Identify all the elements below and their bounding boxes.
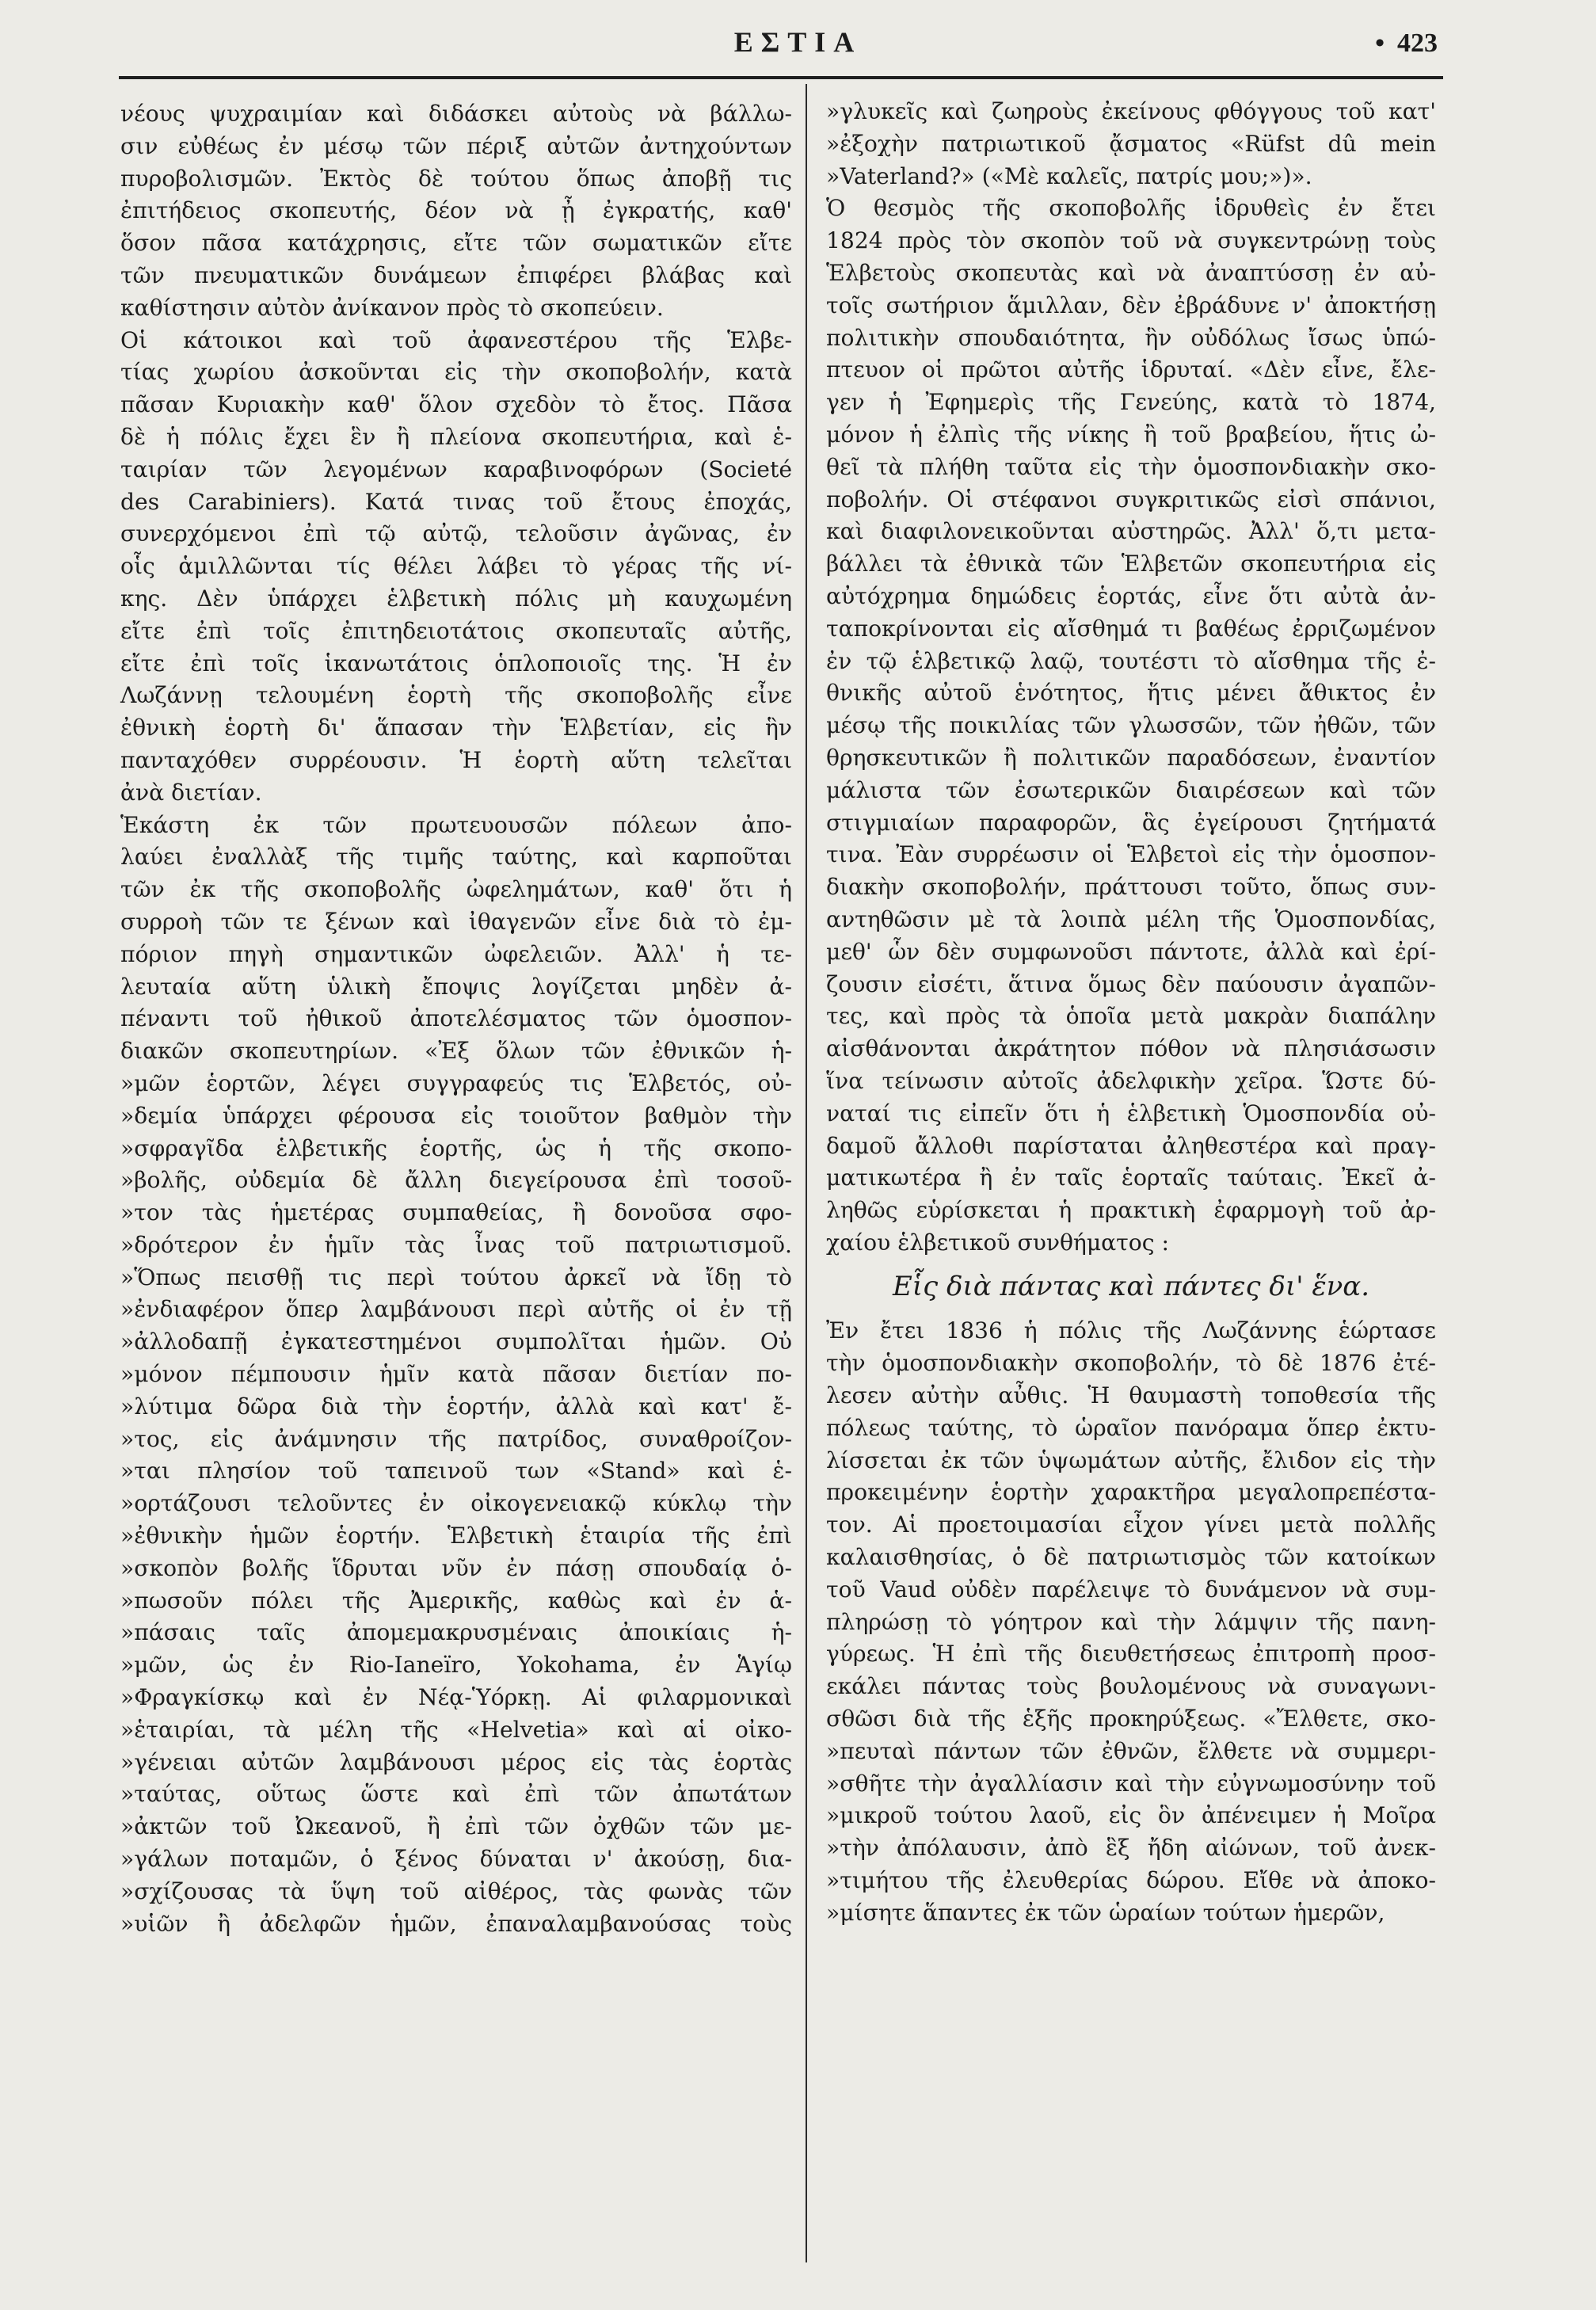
text-line: »λύτιμα δῶρα διὰ τὴν ἑορτήν, ἀλλὰ καὶ κατ' ἔ- — [120, 1393, 792, 1420]
text-line: θρησκευτικῶν ἢ πολιτικῶν παραδόσεων, ἐναντίον — [826, 744, 1436, 771]
text-line: τίας χωρίου ἀσκοῦνται εἰς τὴν σκοποβολήν, κατὰ — [120, 359, 792, 386]
text-line: Λωζάννῃ τελουμένη ἑορτὴ τῆς σκοποβολῆς εἶνε — [120, 682, 792, 709]
text-line: ζουσιν εἰσέτι, ἅτινα ὅμως δὲν παύουσιν ἀγαπῶν- — [826, 970, 1436, 997]
text-line: πτευον οἱ πρῶτοι αὐτῆς ἱδρυταί. «Δὲν εἶνε, ἔλε- — [826, 356, 1436, 383]
text-line: »ἀκτῶν τοῦ Ὠκεανοῦ, ἢ ἐπὶ τῶν ὀχθῶν τῶν με- — [120, 1813, 792, 1840]
text-line: συρροὴ τῶν τε ξένων καὶ ἰθαγενῶν εἶνε διὰ τὸ ἐμ- — [120, 908, 792, 935]
text-line: »Φραγκίσκῳ καὶ ἐν Νέᾳ-Ὑόρκῃ. Αἱ φιλαρμονικαὶ — [120, 1684, 792, 1711]
text-line: »μῶν ἑορτῶν, λέγει συγγραφεύς τις Ἑλβετός, οὐ- — [120, 1069, 792, 1096]
text-line: μέσῳ τῆς ποικιλίας τῶν γλωσσῶν, τῶν ἠθῶν, τῶν — [826, 712, 1436, 739]
text-line: συνερχόμενοι ἐπὶ τῷ αὐτῷ, τελοῦσιν ἀγῶνας, ἐν — [120, 520, 792, 547]
right-column-top — [826, 96, 1436, 1260]
text-line: πόριον πηγὴ σημαντικῶν ὠφελειῶν. Ἀλλ' ἡ τε- — [120, 940, 792, 967]
text-line: ναταί τις εἰπεῖν ὅτι ἡ ἑλβετικὴ Ὁμοσπονδία οὐ- — [826, 1100, 1436, 1126]
header-rule — [119, 76, 1443, 79]
text-line: »Ὅπως πεισθῇ τις περὶ τούτου ἀρκεῖ νὰ ἴδῃ τὸ — [120, 1264, 792, 1290]
text-line: καθίστησιν αὐτὸν ἀνίκανον πρὸς τὸ σκοπεύειν. — [120, 294, 664, 321]
text-line: ματικωτέρα ἢ ἐν ταῖς ἑορταῖς ταύταις. Ἐκεῖ ἀ- — [826, 1165, 1436, 1191]
text-line: »γένειαι αὐτῶν λαμβάνουσι μέρος εἰς τὰς ἑορτὰς — [120, 1748, 792, 1775]
text-line: αὐτόχρημα δημώδεις ἑορτάς, εἶνε ὅτι αὐτὰ ἀν- — [826, 582, 1436, 609]
text-line: des Carabiniers). Κατά τινας τοῦ ἔτους ἐποχάς, — [120, 488, 792, 515]
text-line: πανταχόθεν συρρέουσιν. Ἡ ἑορτὴ αὕτη τελεῖται — [120, 746, 792, 773]
text-line: »γάλων ποταμῶν, ὁ ξένος δύναται ν' ἀκούσῃ, δια- — [120, 1846, 792, 1873]
text-line: τῶν πνευματικῶν δυνάμεων ἐπιφέρει βλάβας καὶ — [120, 261, 792, 288]
text-line: καλαισθησίας, ὁ δὲ πατριωτισμὸς τῶν κατοίκων — [826, 1544, 1436, 1571]
text-line: »γλυκεῖς καὶ ζωηροὺς ἐκείνους φθόγγους τοῦ κατ' — [826, 98, 1436, 124]
text-line: τὴν ὁμοσπονδιακὴν σκοποβολήν, τὸ δὲ 1876 ἐτέ- — [826, 1350, 1436, 1377]
text-line: διακὴν σκοποβολήν, πράττουσι τοῦτο, ὅπως συν- — [826, 874, 1436, 901]
text-line: λίσσεται ἐκ τῶν ὑψωμάτων αὐτῆς, ἔλιδον εἰς τὴν — [826, 1447, 1436, 1473]
text-line: »σφραγῖδα ἑλβετικῆς ἑορτῆς, ὡς ἡ τῆς σκοπο- — [120, 1134, 792, 1161]
text-line: »πωσοῦν πόλει τῆς Ἀμερικῆς, καθὼς καὶ ἐν ἁ- — [120, 1587, 792, 1614]
text-line: μόνον ἡ ἐλπὶς τῆς νίκης ἢ τοῦ βραβείου, ἥτις ὠ- — [826, 421, 1436, 448]
text-line: τοῦ Vaud οὐδὲν παρέλειψε τὸ δυνάμενον νὰ συμ- — [826, 1576, 1436, 1603]
text-line: οἷς ἁμιλλῶνται τίς θέλει λάβει τὸ γέρας τῆς νί- — [120, 553, 792, 580]
text-line: »υἱῶν ἢ ἀδελφῶν ἡμῶν, ἐπαναλαμβανούσας τοὺς — [120, 1910, 792, 1937]
text-line: πέναντι τοῦ ἠθικοῦ ἀποτελέσματος τῶν ὁμοσπον- — [120, 1005, 792, 1032]
column-divider — [806, 84, 807, 2262]
text-line: ὅσον πᾶσα κατάχρησις, εἴτε τῶν σωματικῶν εἴτε — [120, 230, 792, 257]
text-line: σιν εὐθέως ἐν μέσῳ τῶν πέριξ αὐτῶν ἀντηχούντων — [120, 132, 792, 159]
text-line: δαμοῦ ἄλλοθι παρίσταται ἀληθεστέρα καὶ πραγ- — [826, 1132, 1436, 1159]
text-line: »ἐθνικὴν ἡμῶν ἑορτήν. Ἑλβετικὴ ἑταιρία τῆς ἐπὶ — [120, 1523, 792, 1550]
text-line: γύρεως. Ἡ ἐπὶ τῆς διευθετήσεως ἐπιτροπὴ προσ- — [826, 1641, 1436, 1668]
motto: Εἷς διὰ πάντας καὶ πάντες δι' ἕνα. — [892, 1270, 1370, 1302]
text-line: λευταία αὕτη ὑλικὴ ἔποψις λογίζεται μηδὲν ἀ- — [120, 973, 792, 1000]
text-line: ληθῶς εὑρίσκεται ἡ πρακτικὴ ἐφαρμογὴ τοῦ ἀρ- — [826, 1197, 1436, 1224]
text-line: λαύει ἐναλλὰξ τῆς τιμῆς ταύτης, καὶ καρποῦται — [120, 844, 792, 871]
text-line: διακῶν σκοπευτηρίων. «Ἐξ ὅλων τῶν ἐθνικῶν ἡ- — [120, 1038, 792, 1065]
text-line: »ἐξοχὴν πατριωτικοῦ ᾄσματος «Rüfst dû mein — [826, 130, 1436, 157]
text-line: »ἀλλοδαπῇ ἐγκατεστημένοι συμπολῖται ἡμῶν. Οὐ — [120, 1328, 792, 1355]
text-line: ἐθνικὴ ἑορτὴ δι' ἅπασαν τὴν Ἑλβετίαν, εἰς ἣν — [120, 715, 792, 741]
text-line: Ὁ θεσμὸς τῆς σκοποβολῆς ἱδρυθεὶς ἐν ἔτει — [826, 195, 1436, 222]
text-line: »πευταὶ πάντων τῶν ἐθνῶν, ἔλθετε νὰ συμμερι- — [826, 1737, 1436, 1764]
text-line: ἐν τῷ ἑλβετικῷ λαῷ, τουτέστι τὸ αἴσθημα τῆς ἐ- — [826, 647, 1436, 674]
right-column — [826, 96, 1436, 1930]
text-line: »σκοπὸν βολῆς ἵδρυται νῦν ἐν πάσῃ σπουδαίᾳ ὁ- — [120, 1554, 792, 1581]
text-line: 1824 πρὸς τὸν σκοπὸν τοῦ νὰ συγκεντρώνῃ τοὺς — [826, 227, 1436, 254]
page-number — [1375, 29, 1438, 59]
text-line: πόλεως ταύτης, τὸ ὡραῖον πανόραμα ὅπερ ἐκτυ- — [826, 1414, 1436, 1441]
text-line: θνικῆς αὐτοῦ ἑνότητος, ἥτις μένει ἄθικτος ἐν — [826, 680, 1436, 707]
text-line: Ἑκάστη ἐκ τῶν πρωτευουσῶν πόλεων ἀπο- — [120, 811, 792, 838]
text-line: κης. Δὲν ὑπάρχει ἑλβετικὴ πόλις μὴ καυχωμένη — [120, 585, 792, 612]
text-line: στιγμιαίων παραφορῶν, ἃς ἐγείρουσι ζητήματά — [826, 809, 1436, 836]
text-line: »μικροῦ τούτου λαοῦ, εἰς ὃν ἀπένειμεν ἡ Μοῖρα — [826, 1802, 1436, 1829]
text-line: πᾶσαν Κυριακὴν καθ' ὅλον σχεδὸν τὸ ἔτος. Πᾶσα — [120, 391, 792, 418]
text-line: »ορτάζουσι τελοῦντες ἐν οἰκογενειακῷ κύκλῳ τὴν — [120, 1490, 792, 1517]
text-line: »μῶν, ὡς ἐν Rio-Ianeïro, Yokohama, ἐν Ἁγίῳ — [120, 1652, 792, 1679]
text-line: »μίσητε ἅπαντες ἐκ τῶν ὡραίων τούτων ἡμερῶν, — [826, 1899, 1385, 1926]
text-line: Ἐν ἔτει 1836 ἡ πόλις τῆς Λωζάννης ἑώρτασε — [826, 1317, 1436, 1344]
text-line: »πάσαις ταῖς ἀπομεμακρυσμέναις ἀποικίαις ἡ- — [120, 1619, 792, 1646]
text-line: δὲ ἡ πόλις ἔχει ἓν ἢ πλείονα σκοπευτήρια, καὶ ἑ- — [120, 423, 792, 450]
left-column — [120, 98, 792, 1940]
text-line: εἴτε ἐπὶ τοῖς ἐπιτηδειοτάτοις σκοπευταῖς αὐτῆς, — [120, 617, 792, 644]
text-line: Ἑλβετοὺς σκοπευτὰς καὶ νὰ ἀναπτύσσῃ ἐν αὐ- — [826, 259, 1436, 286]
text-line: »ται πλησίον τοῦ ταπεινοῦ των «Stand» καὶ ἑ- — [120, 1458, 792, 1485]
text-line: τοῖς σωτήριον ἅμιλλαν, δὲν ἐβράδυνε ν' ἀποκτήσῃ — [826, 292, 1436, 318]
running-title: ΕΣΤΙΑ — [733, 26, 863, 58]
text-line: πυροβολισμῶν. Ἐκτὸς δὲ τούτου ὅπως ἀποβῇ τις — [120, 165, 792, 192]
text-line: χαίου ἑλβετικοῦ συνθήματος : — [826, 1229, 1169, 1256]
text-line: νέους ψυχραιμίαν καὶ διδάσκει αὐτοὺς νὰ βάλλω- — [120, 101, 792, 127]
text-line: »ἐνδιαφέρον ὅπερ λαμβάνουσι περὶ αὐτῆς οἱ ἐν τῇ — [120, 1296, 792, 1323]
text-line: λεσεν αὐτὴν αὖθις. Ἡ θαυμαστὴ τοποθεσία τῆς — [826, 1382, 1436, 1409]
text-line: βάλλει τὰ ἐθνικὰ τῶν Ἑλβετῶν σκοπευτήρια εἰς — [826, 551, 1436, 578]
text-line: ἐπιτήδειος σκοπευτής, δέον νὰ ᾖ ἐγκρατής, καθ' — [120, 197, 792, 224]
text-line: Οἱ κάτοικοι καὶ τοῦ ἀφανεστέρου τῆς Ἑλβε- — [120, 326, 792, 353]
text-line: »Vaterland?» («Μὲ καλεῖς, πατρίς μου;»)». — [826, 162, 1312, 189]
text-line: ἵνα τείνωσιν αὐτοῖς ἀδελφικὴν χεῖρα. Ὥστε δύ- — [826, 1067, 1436, 1094]
text-line: μεθ' ὧν δὲν συμφωνοῦσι πάντοτε, ἀλλὰ καὶ ἐρί- — [826, 938, 1436, 965]
text-line: τινα. Ἐὰν συρρέωσιν οἱ Ἑλβετοὶ εἰς τὴν ὁμοσπον- — [826, 841, 1436, 868]
text-line: »σθῆτε τὴν ἀγαλλίασιν καὶ τὴν εὐγνωμοσύνην τοῦ — [826, 1770, 1436, 1797]
text-line: ἀνὰ διετίαν. — [120, 779, 262, 806]
text-line: »σχίζουσας τὰ ὕψη τοῦ αἰθέρος, τὰς φωνὰς τῶν — [120, 1877, 792, 1904]
text-line: »μόνον πέμπουσιν ἡμῖν κατὰ πᾶσαν διετίαν πο- — [120, 1361, 792, 1388]
text-line: σθῶσι διὰ τῆς ἑξῆς προκηρύξεως. «Ἔλθετε, σκο- — [826, 1706, 1436, 1732]
page-number-value: 423 — [1397, 29, 1438, 58]
text-line: αἰσθάνονται ἀκράτητον πόθον νὰ πλησιάσωσιν — [826, 1035, 1436, 1062]
text-line: εκάλει πάντας τοὺς βουλομένους νὰ συναγωνι- — [826, 1673, 1436, 1700]
text-line: »τὴν ἀπόλαυσιν, ἀπὸ ἓξ ἤδη αἰώνων, τοῦ ἀνεκ- — [826, 1835, 1436, 1862]
text-line: »τον τὰς ἡμετέρας συμπαθείας, ἢ δονοῦσα σφο- — [120, 1199, 792, 1226]
text-line: »δρότερον ἐν ἡμῖν τὰς ἶνας τοῦ πατριωτισμοῦ. — [120, 1231, 792, 1258]
text-line: »ταύτας, οὕτως ὥστε καὶ ἐπὶ τῶν ἀπωτάτων — [120, 1781, 792, 1808]
text-line: »βολῆς, οὐδεμία δὲ ἄλλη διεγείρουσα ἐπὶ τοσοῦ- — [120, 1167, 792, 1194]
text-line: αντηθῶσιν μὲ τὰ λοιπὰ μέλη τῆς Ὁμοσπονδίας, — [826, 905, 1436, 932]
page-number-dot: • — [1375, 29, 1385, 58]
text-line: ταιρίαν τῶν λεγομένων καραβινοφόρων (Societé — [120, 456, 792, 482]
text-line: »τος, εἰς ἀνάμνησιν τῆς πατρίδος, συναθροίζον- — [120, 1425, 792, 1452]
text-line: πληρώσῃ τὸ γόητρον καὶ τὴν λάμψιν τῆς πανη- — [826, 1608, 1436, 1635]
text-line: εἴτε ἐπὶ τοῖς ἱκανωτάτοις ὁπλοποιοῖς της. Ἡ ἐν — [120, 650, 792, 677]
text-line: τον. Αἱ προετοιμασίαι εἶχον γίνει μετὰ πολλῆς — [826, 1511, 1436, 1538]
text-line: τες, καὶ πρὸς τὰ ὁποῖα μετὰ μακρὰν διαπάλην — [826, 1003, 1436, 1030]
right-column-bottom — [826, 1315, 1436, 1929]
text-line: »δεμία ὑπάρχει φέρουσα εἰς τοιοῦτον βαθμὸν τὴν — [120, 1102, 792, 1129]
text-line: προκειμένην ἑορτὴν χαρακτῆρα μεγαλοπρεπέστα- — [826, 1479, 1436, 1506]
text-line: πολιτικὴν σπουδαιότητα, ἣν οὐδόλως ἴσως ὑπώ- — [826, 324, 1436, 351]
text-line: »τιμήτου τῆς ἐλευθερίας δώρου. Εἴθε νὰ ἀποκο- — [826, 1867, 1436, 1894]
text-line: θεῖ τὰ πλήθη ταῦτα εἰς τὴν ὁμοσπονδιακὴν σκο- — [826, 453, 1436, 480]
text-line: καὶ διαφιλονεικοῦνται αὐστηρῶς. Ἀλλ' ὅ,τι μετα- — [826, 518, 1436, 545]
text-line: »ἑταιρίαι, τὰ μέλη τῆς «Helvetia» καὶ αἱ οἰκο- — [120, 1716, 792, 1743]
text-line: μάλιστα τῶν ἐσωτερικῶν διαιρέσεων καὶ τῶν — [826, 776, 1436, 803]
text-line: ποβολήν. Οἱ στέφανοι συγκριτικῶς εἰσὶ σπάνιοι, — [826, 486, 1436, 513]
text-line: τῶν ἐκ τῆς σκοποβολῆς ὠφελημάτων, καθ' ὅτι ἡ — [120, 876, 792, 903]
text-line: γεν ἡ Ἐφημερὶς τῆς Γενεύης, κατὰ τὸ 1874, — [826, 389, 1436, 416]
text-line: ταποκρίνονται εἰς αἴσθημά τι βαθέως ἐρριζωμένον — [826, 615, 1436, 642]
